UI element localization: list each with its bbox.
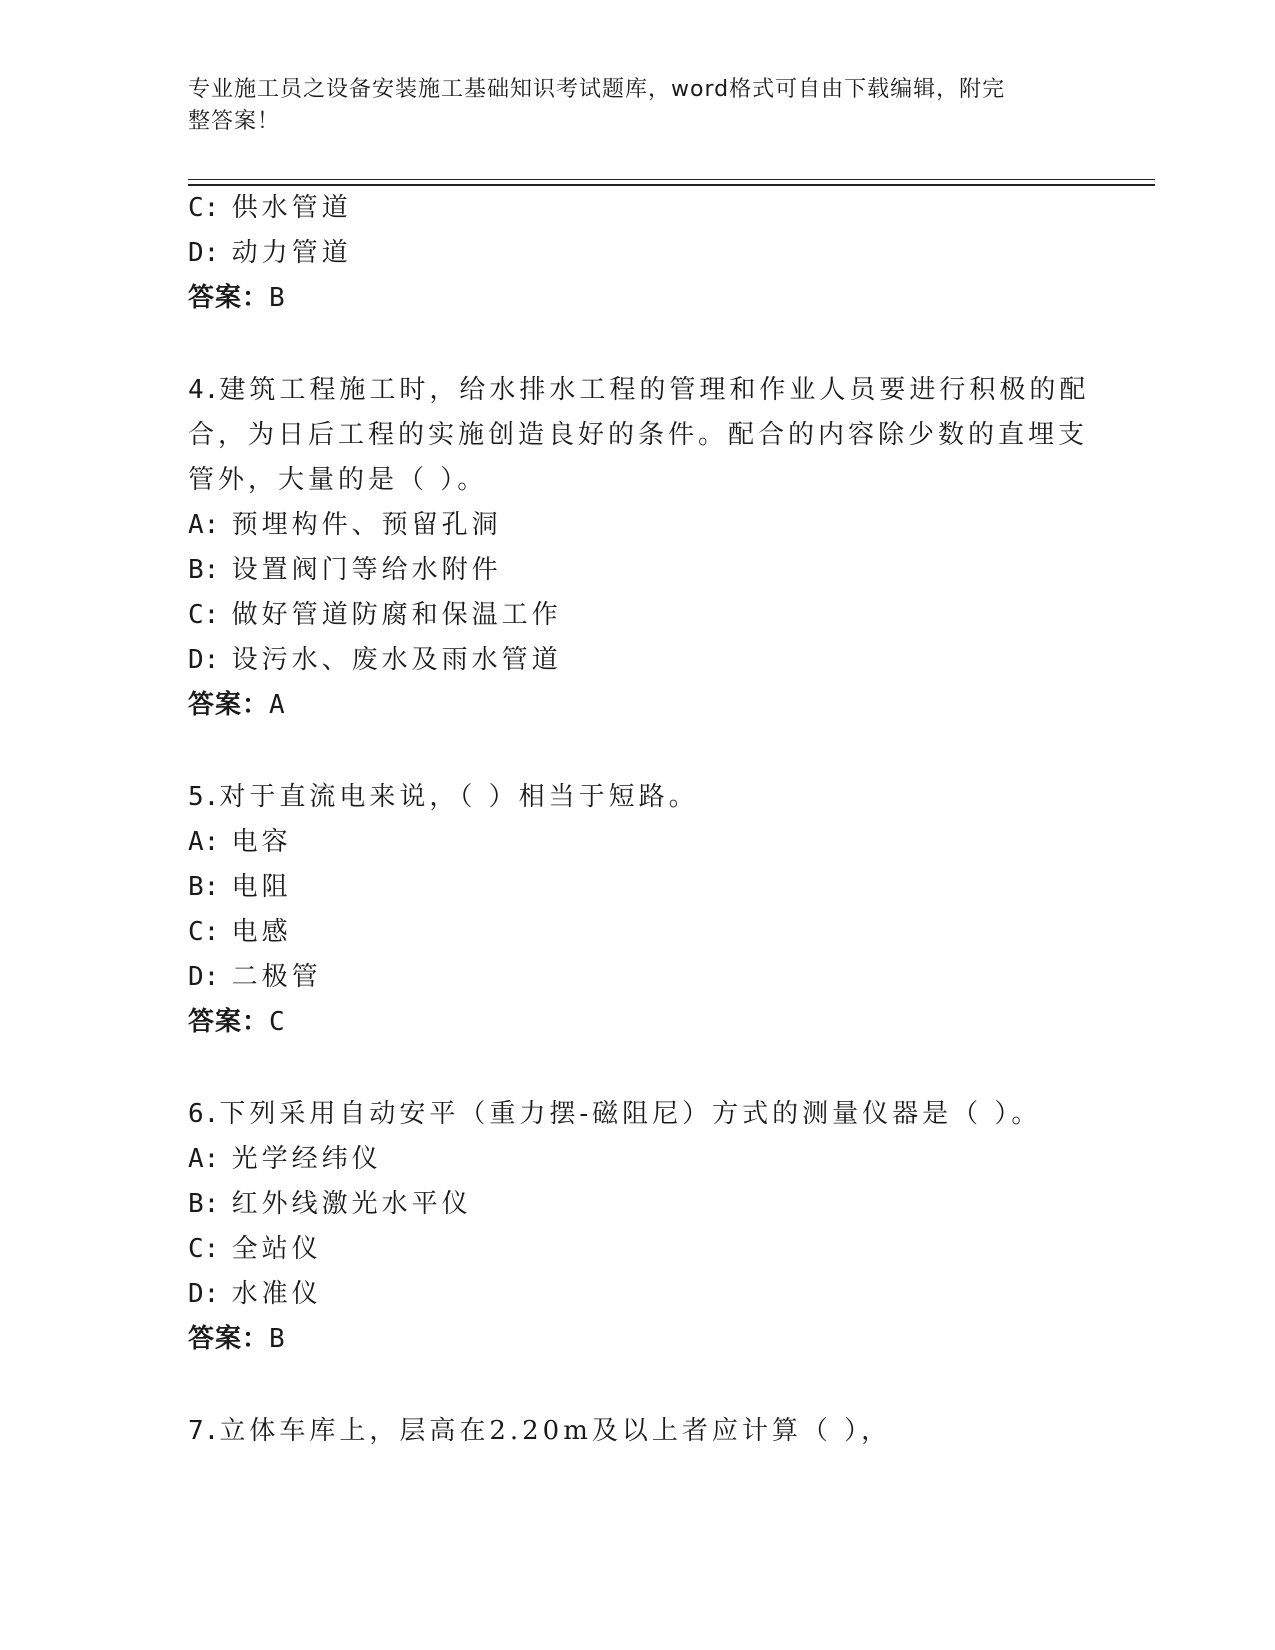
answer-value: C xyxy=(269,1007,286,1037)
q6-option-c xyxy=(188,1227,322,1272)
option-letter: A: xyxy=(188,827,220,857)
header-line-1: 专业施工员之设备安装施工基础知识考试题库，word格式可自由下载编辑，附完 xyxy=(188,77,1006,102)
answer-label: 答案： xyxy=(188,283,270,313)
q6-answer xyxy=(188,1317,286,1362)
q3-option-d xyxy=(188,231,352,276)
option-text: 设置阀门等给水附件 xyxy=(231,555,502,585)
question-text: 下列采用自动安平（重力摆-磁阻尼）方式的测量仪器是（ ）。 xyxy=(219,1099,1042,1129)
option-text: 全站仪 xyxy=(231,1234,322,1264)
option-text: 电阻 xyxy=(231,872,292,902)
q6-option-a xyxy=(188,1137,382,1182)
option-text: 二极管 xyxy=(231,962,322,992)
q5-option-a xyxy=(188,820,292,865)
option-letter: D: xyxy=(188,1279,220,1309)
option-letter: B: xyxy=(188,1189,220,1219)
option-text: 做好管道防腐和保温工作 xyxy=(231,600,562,630)
option-text: 预埋构件、预留孔洞 xyxy=(231,510,502,540)
option-text: 电容 xyxy=(231,827,292,857)
question-text: 立体车库上，层高在2.20m及以上者应计算（ ）， xyxy=(219,1416,892,1446)
option-letter: C: xyxy=(188,1234,220,1264)
q5-stem xyxy=(188,775,699,820)
option-text: 设污水、废水及雨水管道 xyxy=(231,645,562,675)
option-letter: C: xyxy=(188,193,220,223)
question-number: 7. xyxy=(188,1416,220,1446)
option-text: 动力管道 xyxy=(231,238,352,268)
document-header xyxy=(188,74,1068,138)
question-number: 4. xyxy=(188,375,220,405)
header-divider-top xyxy=(188,179,1155,180)
q5-option-c xyxy=(188,910,292,955)
q7-stem xyxy=(188,1409,891,1454)
option-text: 光学经纬仪 xyxy=(231,1144,382,1174)
q4-stem-line-1 xyxy=(188,368,1089,413)
option-letter: D: xyxy=(188,238,220,268)
q4-option-a xyxy=(188,503,502,548)
question-number: 6. xyxy=(188,1099,220,1129)
answer-label: 答案： xyxy=(188,690,270,720)
answer-value: B xyxy=(269,1324,286,1354)
q4-option-c xyxy=(188,593,562,638)
option-letter: C: xyxy=(188,600,220,630)
option-letter: D: xyxy=(188,645,220,675)
option-text: 电感 xyxy=(231,917,292,947)
option-letter: B: xyxy=(188,555,220,585)
q3-answer xyxy=(188,276,286,321)
option-letter: C: xyxy=(188,917,220,947)
q3-option-c xyxy=(188,186,352,231)
q5-option-d xyxy=(188,955,322,1000)
question-text: 对于直流电来说，（ ）相当于短路。 xyxy=(219,782,699,812)
q6-stem xyxy=(188,1092,1041,1137)
header-line-2: 整答案！ xyxy=(188,109,281,134)
question-text: 建筑工程施工时，给水排水工程的管理和作业人员要进行积极的配 xyxy=(219,375,1090,405)
q5-answer xyxy=(188,1000,286,1045)
option-text: 水准仪 xyxy=(231,1279,322,1309)
q4-option-b xyxy=(188,548,502,593)
option-letter: B: xyxy=(188,872,220,902)
q4-stem-line-3: 管外，大量的是（ ）。 xyxy=(188,465,488,495)
answer-value: B xyxy=(269,283,286,313)
q4-stem-line-2: 合，为日后工程的实施创造良好的条件。配合的内容除少数的直埋支 xyxy=(188,420,1089,450)
answer-label: 答案： xyxy=(188,1007,270,1037)
option-letter: A: xyxy=(188,1144,220,1174)
q5-option-b xyxy=(188,865,292,910)
option-letter: A: xyxy=(188,510,220,540)
q6-option-b xyxy=(188,1182,472,1227)
option-text: 供水管道 xyxy=(231,193,352,223)
q4-option-d xyxy=(188,638,562,683)
question-number: 5. xyxy=(188,782,220,812)
option-text: 红外线激光水平仪 xyxy=(231,1189,472,1219)
q6-option-d xyxy=(188,1272,322,1317)
option-letter: D: xyxy=(188,962,220,992)
answer-value: A xyxy=(269,690,286,720)
q4-answer xyxy=(188,683,286,728)
answer-label: 答案： xyxy=(188,1324,270,1354)
